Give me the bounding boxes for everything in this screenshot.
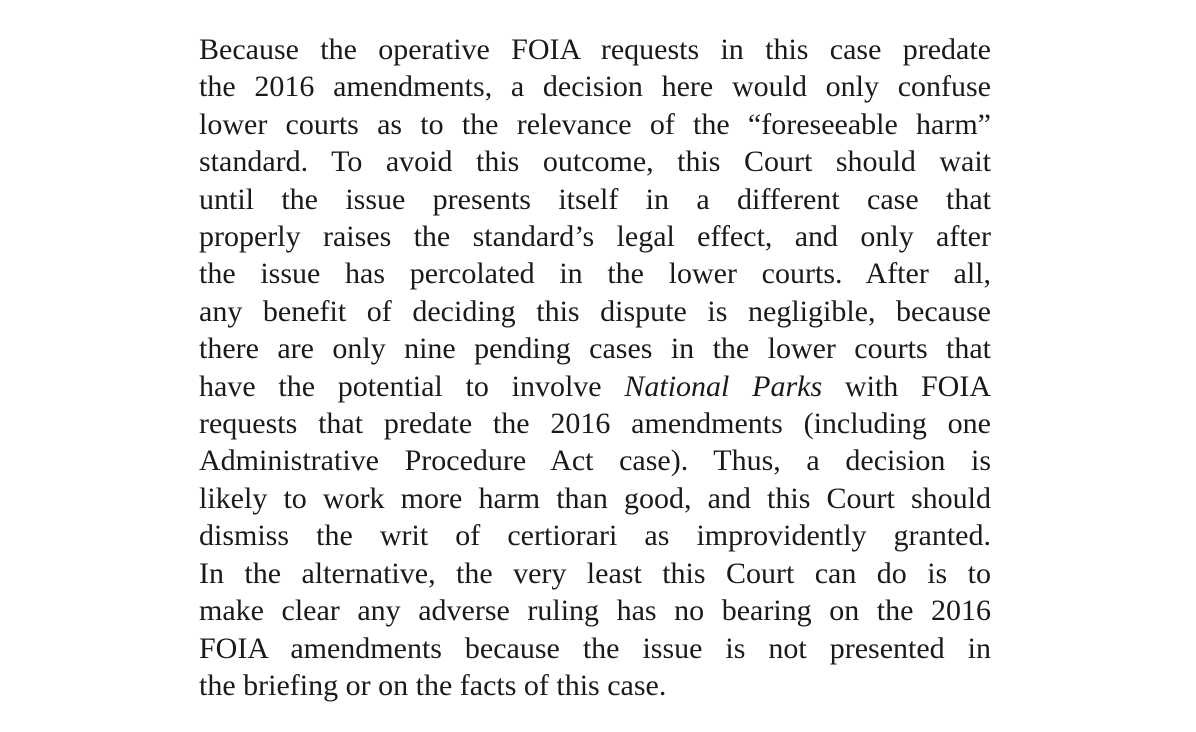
text-line: Because the operative FOIA requests in this case predate bbox=[199, 33, 991, 66]
text-line: make clear any adverse ruling has no bearing on the 2016 bbox=[199, 594, 991, 628]
text-line: dismiss the writ of certiorari as improvidently granted. bbox=[199, 519, 991, 553]
case-name-italic: National Parks bbox=[624, 369, 823, 403]
text-line: FOIA amendments because the issue is not presented in bbox=[199, 631, 991, 665]
text-line: until the issue presents itself in a different case that bbox=[199, 182, 991, 216]
line-text-before: have the potential to involve bbox=[199, 369, 625, 403]
text-line: there are only nine pending cases in the lower courts that bbox=[199, 332, 991, 366]
text-line-with-italic bbox=[199, 368, 991, 405]
text-line: the issue has percolated in the lower courts. After all, bbox=[199, 257, 991, 291]
text-line: requests that predate the 2016 amendments (including one bbox=[199, 407, 991, 441]
text-line: standard. To avoid this outcome, this Court should wait bbox=[199, 145, 991, 179]
text-line-last: the briefing or on the facts of this case. bbox=[199, 668, 667, 702]
text-line: Administrative Procedure Act case). Thus, a decision is bbox=[199, 444, 991, 478]
text-line: lower courts as to the relevance of the “foreseeable harm” bbox=[199, 107, 991, 141]
line-text-after: with FOIA bbox=[822, 369, 991, 403]
text-line: In the alternative, the very least this Court can do is to bbox=[199, 556, 991, 590]
text-line: the 2016 amendments, a decision here would only confuse bbox=[199, 70, 991, 104]
text-line: properly raises the standard’s legal effect, and only after bbox=[199, 220, 991, 254]
body-paragraph bbox=[199, 31, 991, 704]
text-line: likely to work more harm than good, and this Court should bbox=[199, 481, 991, 515]
text-line: any benefit of deciding this dispute is negligible, because bbox=[199, 294, 991, 328]
